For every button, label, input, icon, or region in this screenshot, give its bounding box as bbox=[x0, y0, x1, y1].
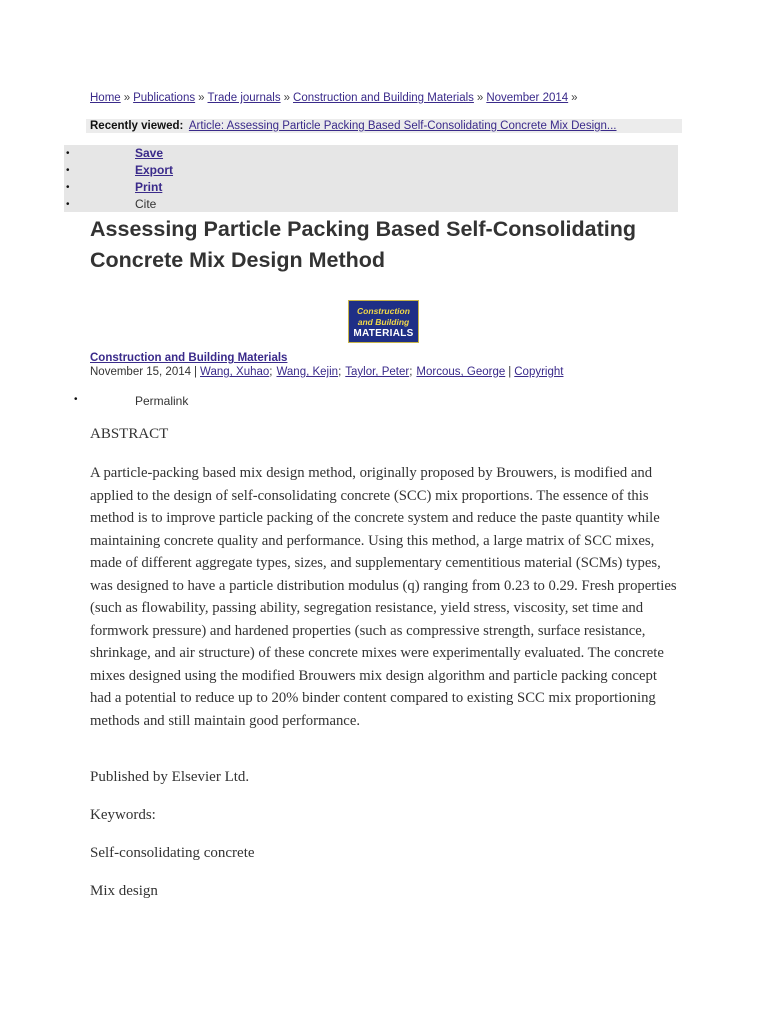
keyword-item: Self-consolidating concrete bbox=[90, 845, 255, 861]
copyright-link[interactable]: Copyright bbox=[514, 366, 564, 378]
action-item-export bbox=[64, 162, 678, 179]
author-link[interactable]: Wang, Xuhao bbox=[200, 366, 270, 378]
breadcrumb-separator: » bbox=[123, 92, 131, 104]
breadcrumb-trade-journals[interactable]: Trade journals bbox=[207, 92, 281, 104]
breadcrumb-separator: » bbox=[476, 92, 484, 104]
publication-date: November 15, 2014 bbox=[90, 366, 192, 378]
abstract-body: A particle-packing based mix design method, originally proposed by Brouwers, is modified and applied to the design of self-consolidating concrete (SCC) mix proportions. The essence of this method is to improve particle packing of the concrete system and reduce the paste quantity while maintaining concrete quality and performance. Using this method, a large matrix of SCC mixes, made of different aggregate types, sizes, and supplementary cementitious material (SCMs) types, was designed to have a particle distribution modulus (q) ranging from 0.23 to 0.29. Fresh properties (such as flowability, passing ability, segregation resistance, yield stress, viscosity, set time and formwork pressure) and hardened properties (such as compressive strength, surface resistance, shrinkage, and air structure) of these concrete mixes were experimentally evaluated. The concrete mixes designed using the modified Brouwers mix design algorithm and particle packing concept had a potential to reduce up to 20% binder content compared to existing SCC mix proportioning methods and still maintain good performance. bbox=[90, 465, 677, 729]
article-meta bbox=[90, 366, 563, 378]
article-actions bbox=[64, 145, 678, 212]
author-separator: ; bbox=[269, 366, 273, 378]
meta-separator: | bbox=[508, 366, 512, 378]
author-separator: ; bbox=[338, 366, 342, 378]
author-separator: ; bbox=[409, 366, 413, 378]
cover-line-3: MATERIALS bbox=[353, 328, 414, 339]
permalink-item bbox=[74, 394, 188, 408]
breadcrumb-separator: » bbox=[283, 92, 291, 104]
action-item-cite bbox=[64, 196, 678, 213]
cover-line-1: Construction bbox=[357, 306, 410, 316]
author-link[interactable]: Taylor, Peter bbox=[345, 366, 410, 378]
breadcrumb bbox=[90, 92, 581, 104]
meta-separator: | bbox=[194, 366, 198, 378]
cover-line-2: and Building bbox=[357, 317, 410, 327]
bullet-icon: • bbox=[66, 182, 70, 193]
breadcrumb-publications[interactable]: Publications bbox=[133, 92, 196, 104]
article-title: Assessing Particle Packing Based Self-Consolidating Concrete Mix Design Method bbox=[90, 217, 637, 272]
action-item-save bbox=[64, 145, 678, 162]
journal-link[interactable]: Construction and Building Materials bbox=[90, 352, 288, 364]
print-link[interactable]: Print bbox=[135, 180, 163, 194]
author-link[interactable]: Morcous, George bbox=[416, 366, 506, 378]
abstract-heading: ABSTRACT bbox=[90, 426, 169, 442]
breadcrumb-separator: » bbox=[571, 92, 578, 104]
keywords-label: Keywords: bbox=[90, 807, 156, 823]
recently-viewed-bar bbox=[86, 119, 682, 133]
breadcrumb-separator: » bbox=[198, 92, 205, 104]
permalink-button[interactable]: Permalink bbox=[135, 394, 189, 408]
recently-viewed-link[interactable]: Article: Assessing Particle Packing Based Self-Consolidating Concrete Mix Design... bbox=[188, 120, 617, 132]
bullet-icon: • bbox=[66, 199, 70, 210]
keyword-item: Mix design bbox=[90, 883, 158, 899]
bullet-icon: • bbox=[74, 394, 78, 405]
publisher-note: Published by Elsevier Ltd. bbox=[90, 769, 250, 785]
bullet-icon: • bbox=[66, 148, 70, 159]
action-item-print bbox=[64, 179, 678, 196]
export-link[interactable]: Export bbox=[135, 163, 174, 177]
cite-button[interactable]: Cite bbox=[135, 197, 157, 211]
journal-cover-logo[interactable] bbox=[348, 300, 419, 343]
recently-viewed-label: Recently viewed: bbox=[90, 120, 184, 132]
breadcrumb-journal[interactable]: Construction and Building Materials bbox=[293, 92, 474, 104]
save-link[interactable]: Save bbox=[135, 146, 164, 160]
journal-name bbox=[90, 352, 287, 364]
bullet-icon: • bbox=[66, 165, 70, 176]
author-link[interactable]: Wang, Kejin bbox=[276, 366, 339, 378]
breadcrumb-home[interactable]: Home bbox=[90, 92, 121, 104]
breadcrumb-issue[interactable]: November 2014 bbox=[486, 92, 569, 104]
